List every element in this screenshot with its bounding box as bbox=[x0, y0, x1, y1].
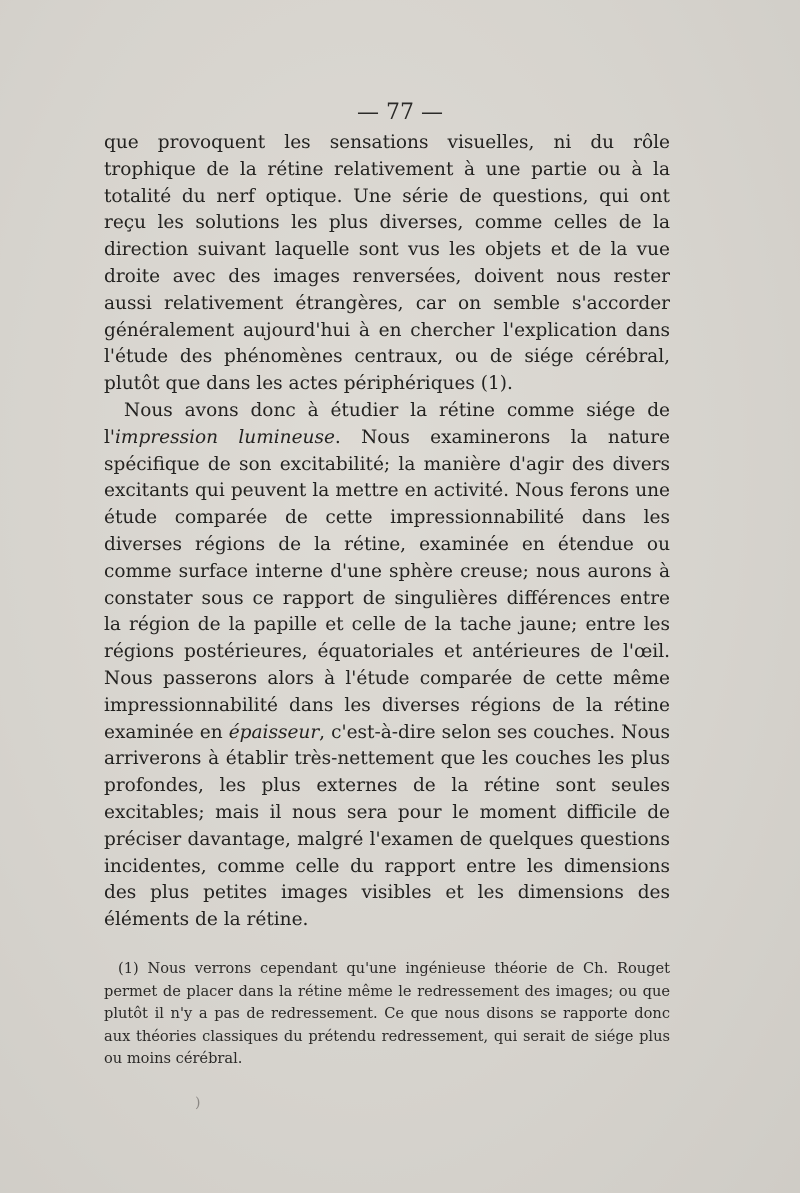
main-text bbox=[104, 130, 670, 934]
emphasis-impression-lumineuse: impression lumineuse bbox=[115, 426, 335, 448]
paragraph-2 bbox=[104, 398, 670, 934]
paragraph-2-ending: , c'est-à-dire selon ses couches. Nous arriverons à établir très-nettement que les couches les plus profondes, les plus externes de la rétine sont seules excitables; mais il nous sera pour le moment difficile de préciser davantage, malgré l'examen de quelques questions incidentes, comme celle du rapport entre les dimensions des plus petites images visibles et les dimensions des éléments de la rétine. bbox=[104, 721, 670, 931]
footnote-block bbox=[104, 958, 670, 1071]
footnote-1: (1) Nous verrons cependant qu'une ingénieuse théorie de Ch. Rouget permet de placer dans la rétine même le redressement des images; ou que plutôt il n'y a pas de redressement. Ce que nous disons se rapporte donc aux théories classiques du prétendu redressement, qui serait de siége plus ou moins cérébral. bbox=[104, 960, 670, 1067]
emphasis-epaisseur: épaisseur bbox=[228, 721, 320, 743]
paragraph-2-middle: . Nous examinerons la nature spécifique de son excitabilité; la manière d'agir des divers excitants qui peuvent la mettre en activité. Nous ferons une étude comparée de cette impressionnabilité dans les diverses régions de la rétine, examinée en étendue ou comme surface interne d'une sphère creuse; nous aurons à constater sous ce rapport de singulières différences entre la région de la papille et celle de la tache jaune; entre les régions postérieures, équatoriales et antérieures de l'œil. Nous passerons alors à l'étude comparée de cette même impressionnabilité dans les diverses régions de la rétine examinée en bbox=[104, 426, 670, 743]
paragraph-2-intro: Nous avons donc à étudier la rétine comme siége de l' bbox=[104, 399, 670, 448]
paragraph-1: que provoquent les sensations visuelles, ni du rôle trophique de la rétine relativement à une partie ou à la totalité du nerf optique. Une série de questions, qui ont reçu les solutions les plus diverses, comme celles de la direction suivant laquelle sont vus les objets et de la vue droite avec des images renversées, doivent nous rester aussi relativement étrangères, car on semble s'accorder généralement aujourd'hui à en chercher l'explication dans l'étude des phénomènes centraux, ou de siége cérébral, plutôt que dans les actes périphériques (1). bbox=[104, 132, 670, 395]
stray-ink-mark: ) bbox=[195, 1095, 201, 1111]
page-number: — 77 — bbox=[357, 100, 443, 125]
